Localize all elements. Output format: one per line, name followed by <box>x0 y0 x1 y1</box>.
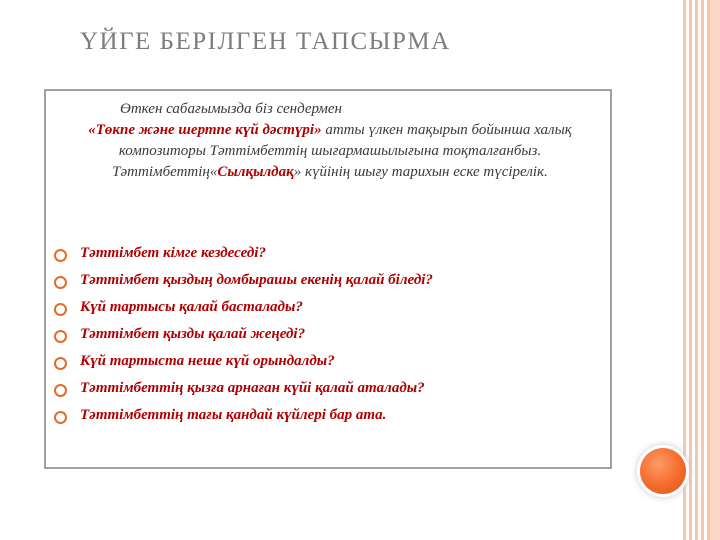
question-item <box>54 353 604 380</box>
intro-line-3-rest: » күйінің шығу тарихын еске түсірелік. <box>293 164 548 180</box>
question-item <box>54 299 604 326</box>
question-list <box>54 245 604 434</box>
question-item <box>54 407 604 434</box>
song-title: «Төкпе және шертпе күй дәстүрі» <box>88 122 322 138</box>
intro-line-2: атты үлкен тақырып бойынша халық композиторы Тәттімбеттің шығармашылығына тоқталғанбыз. <box>118 122 572 159</box>
circle-bullet-icon <box>54 249 66 261</box>
circle-bullet-icon <box>54 384 66 396</box>
question-text: Күй тартыста неше күй орындалды? <box>80 353 335 369</box>
slide-title: ҮЙГЕ БЕРІЛГЕН ТАПСЫРМА <box>80 28 451 55</box>
decorative-edge-band <box>710 0 720 540</box>
question-text: Тәттімбет кімге кездеседі? <box>80 245 266 261</box>
question-text: Күй тартысы қалай басталады? <box>80 299 303 315</box>
kui-name: Сылқылдақ <box>217 164 294 180</box>
question-text: Тәттімбеттің тағы қандай күйлері бар ата. <box>80 407 387 423</box>
circle-bullet-icon <box>54 303 66 315</box>
circle-bullet-icon <box>54 411 66 423</box>
intro-paragraph <box>60 99 600 183</box>
content-box <box>44 89 612 469</box>
question-item <box>54 326 604 353</box>
decorative-orange-circle <box>640 448 686 494</box>
circle-bullet-icon <box>54 330 66 342</box>
question-item <box>54 272 604 299</box>
question-item <box>54 245 604 272</box>
circle-bullet-icon <box>54 357 66 369</box>
intro-line-3-prefix: Тәттімбеттің« <box>112 164 218 180</box>
question-text: Тәттімбет қызды қалай жеңеді? <box>80 326 306 342</box>
question-text: Тәттімбет қыздың домбырашы екенің қалай біледі? <box>80 272 433 288</box>
question-item <box>54 380 604 407</box>
question-text: Тәттімбеттің қызға арнаған күйі қалай аталады? <box>80 380 425 396</box>
intro-line-1: Өткен сабағымызда біз сендермен <box>120 101 342 117</box>
circle-bullet-icon <box>54 276 66 288</box>
